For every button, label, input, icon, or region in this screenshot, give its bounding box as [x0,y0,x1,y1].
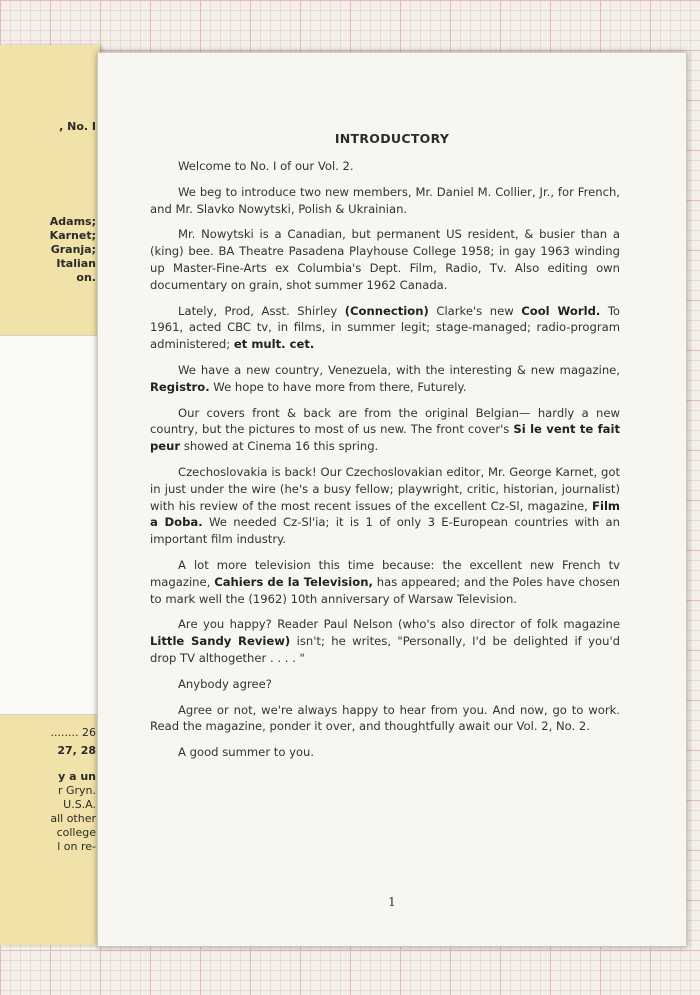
white-insert-sheet [0,335,97,715]
paragraph: Czechoslovakia is back! Our Czechoslovakian editor, Mr. George Karnet, got in just under the wire (he's a busy fellow; playwright, critic, historian, journalist) with his review of the most recent issues of the excellent Cz-Sl, magazine, Film a Doba. We needed Cz-Sl'ia; it is 1 of only 3 E-European countries with an important film industry. [150,464,620,547]
left-snippet: r Gryn. [57,784,96,797]
left-snippet: Italian [56,257,96,270]
left-snippet: , No. I [59,120,96,133]
left-snippet: Granja; [50,243,96,256]
paragraph: Welcome to No. I of our Vol. 2. [178,159,354,173]
left-snippet: Adams; [49,215,96,228]
left-snippet: l on re- [57,840,96,853]
paragraph: Agree or not, we're always happy to hear from you. And now, go to work. Read the magazine, ponder it over, and thoughtfully await our Vol. 2, No. 2. [150,702,620,734]
page-number: 1 [388,895,396,909]
paragraph: Lately, Prod, Asst. Shirley (Connection) Clarke's new Cool World. To 1961, acted CBC tv, in films, in summer legit; stage-managed; radio-program administered; et mult. cet. [150,303,621,352]
left-snippet: all other [50,812,96,825]
paragraph: We have a new country, Venezuela, with the interesting & new magazine, Registro. We hope to have more from there, Futurely. [150,362,620,394]
paragraph: A lot more television this time because: the excellent new French tv magazine, Cahiers de la Television, has appeared; and the Poles have chosen to mark well the (1962) 10th anniversary of Warsaw Television. [150,557,620,606]
article-body [150,158,620,770]
paragraph: Mr. Nowytski is a Canadian, but permanent US resident, & busier than a (king) bee. BA Theatre Pasadena Playhouse College 1958; in gay 1963 winding up Master-Fine-Arts ex Columbia's Dept. Film, Radio, Tv. Also editing own documentary on grain, shot summer 1962 Canada. [150,227,620,292]
main-page [97,52,687,947]
paragraph: Are you happy? Reader Paul Nelson (who's also director of folk magazine Little Sandy Review) isn't; he writes, "Personally, I'd be delighted if you'd drop TV althogether . . . . " [150,617,620,665]
left-snippet: ........ 26 [50,726,96,739]
left-snippet: Karnet; [49,229,96,242]
paragraph: Anybody agree? [178,676,272,691]
left-snippet: college [56,826,96,839]
page-title: INTRODUCTORY [334,131,450,146]
left-snippet: y a un [58,770,96,783]
left-snippet: U.S.A. [63,798,96,811]
paragraph: A good summer to you. [178,745,315,760]
paragraph: We beg to introduce two new members, Mr. Daniel M. Collier, Jr., for French, and Mr. Slavko Nowytski, Polish & Ukrainian. [150,184,620,216]
paragraph: Our covers front & back are from the original Belgian— hardly a new country, but the pictures to most of us new. The front cover's Si le vent te fait peur showed at Cinema 16 this spring. [150,405,621,454]
left-snippet: 27, 28 [57,744,96,757]
left-snippet: on. [76,271,96,284]
